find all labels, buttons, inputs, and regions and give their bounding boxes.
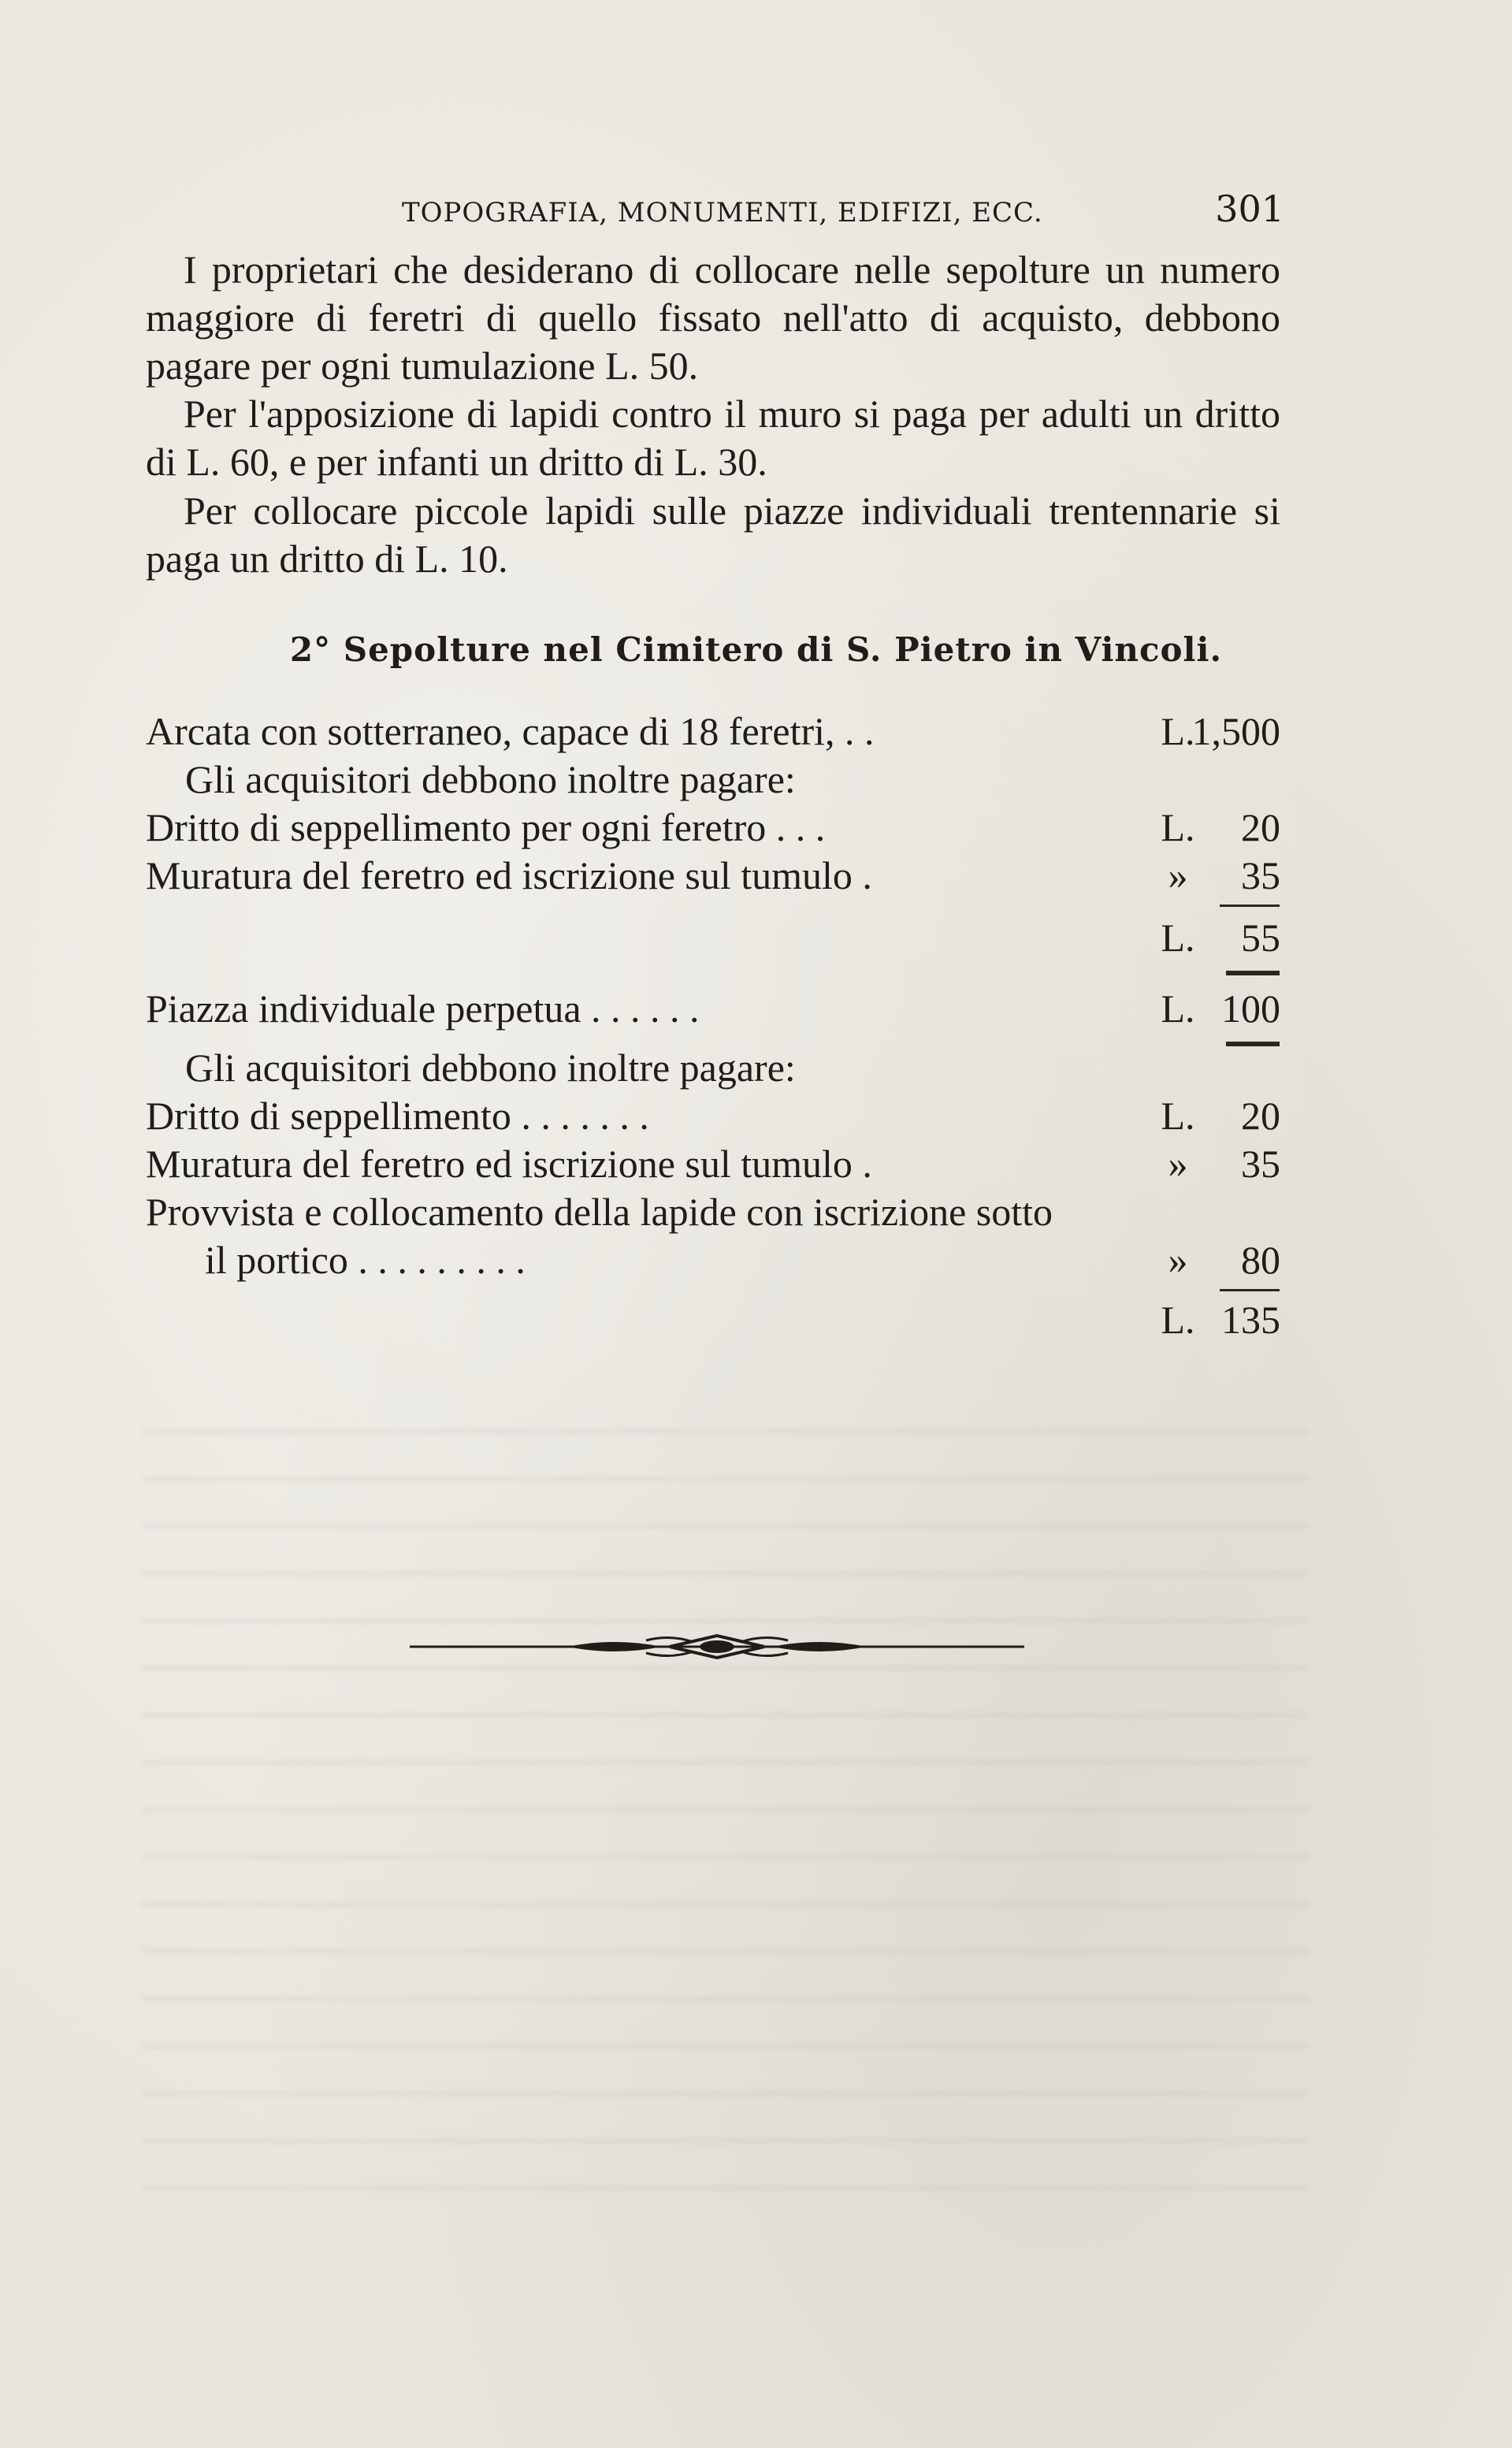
ledger-amount: 35	[1241, 853, 1280, 897]
ledger-row	[146, 708, 1280, 756]
page-header	[402, 188, 1284, 235]
ledger-row	[146, 1236, 1280, 1284]
running-head: TOPOGRAFIA, MONUMENTI, EDIFIZI, ECC.	[402, 197, 1043, 228]
ledger-currency: L.	[1161, 986, 1195, 1031]
ledger-desc: Muratura del feretro ed iscrizione sul tumulo .	[146, 853, 872, 897]
total-rule	[1226, 971, 1280, 975]
ledger-currency: »	[1168, 1238, 1188, 1282]
ledger-amount: 1,500	[1191, 709, 1280, 753]
page-number: 301	[1215, 188, 1284, 230]
ledger-row	[146, 1140, 1280, 1188]
ledger-amount: 100	[1221, 986, 1280, 1031]
ledger-currency: L.	[1161, 916, 1195, 960]
sum-rule	[1220, 905, 1280, 907]
ledger-desc: Dritto di seppellimento per ogni feretro . . .	[146, 805, 826, 849]
ledger-desc: Gli acquisitori debbono inoltre pagare:	[185, 1046, 796, 1090]
sum-rule	[1220, 1289, 1280, 1291]
show-through-texture	[142, 1402, 1308, 2190]
ledger-currency: L.	[1161, 805, 1195, 849]
ledger-desc: Dritto di seppellimento . . . . . . .	[146, 1094, 649, 1138]
ledger-desc: Provvista e collocamento della lapide con iscrizione sotto	[146, 1190, 1053, 1234]
ledger-desc: Arcata con sotterraneo, capace di 18 feretri, . .	[146, 709, 875, 753]
ledger-amount: 35	[1241, 1142, 1280, 1186]
ledger-currency: L.	[1161, 709, 1195, 753]
ledger-total-row	[146, 1296, 1280, 1344]
ledger-amount: 20	[1241, 805, 1280, 849]
paragraph-3: Per collocare piccole lapidi sulle piazze individuali trentennarie si paga un dritto di L. 10.	[146, 488, 1280, 581]
ornament-divider-icon	[410, 1631, 1024, 1662]
ledger-row	[146, 1188, 1280, 1236]
paragraph-1: I proprietari che desiderano di collocare nelle sepolture un numero maggiore di feretri di quello fissato nell'atto di acquisto, debbono pagare per ogni tumulazione L. 50.	[146, 247, 1280, 388]
ledger-row	[146, 1044, 1280, 1092]
ledger-currency: L.	[1161, 1094, 1195, 1138]
ledger-desc: Muratura del feretro ed iscrizione sul tumulo .	[146, 1142, 872, 1186]
ledger-row	[146, 804, 1280, 852]
ledger-total: 135	[1221, 1298, 1280, 1342]
ledger-row	[146, 985, 1280, 1033]
paragraph-2: Per l'apposizione di lapidi contro il muro si paga per adulti un dritto di L. 60, e per infanti un dritto di L. 30.	[146, 392, 1280, 484]
section-heading: 2° Sepolture nel Cimitero di S. Pietro in Vincoli.	[289, 630, 1223, 669]
ledger-amount: 80	[1241, 1238, 1280, 1282]
ledger-desc: il portico . . . . . . . . .	[205, 1238, 526, 1282]
ledger-total: 55	[1241, 916, 1280, 960]
ledger-currency: »	[1168, 853, 1188, 897]
ledger-currency: »	[1168, 1142, 1188, 1186]
ledger-total-row	[146, 914, 1280, 962]
ledger-row	[146, 852, 1280, 900]
ledger-desc: Piazza individuale perpetua . . . . . .	[146, 986, 700, 1031]
ledger-row	[146, 756, 1280, 804]
ledger-row	[146, 1092, 1280, 1140]
ledger-amount: 20	[1241, 1094, 1280, 1138]
ledger-desc: Gli acquisitori debbono inoltre pagare:	[185, 757, 796, 801]
ledger-currency: L.	[1161, 1298, 1195, 1342]
